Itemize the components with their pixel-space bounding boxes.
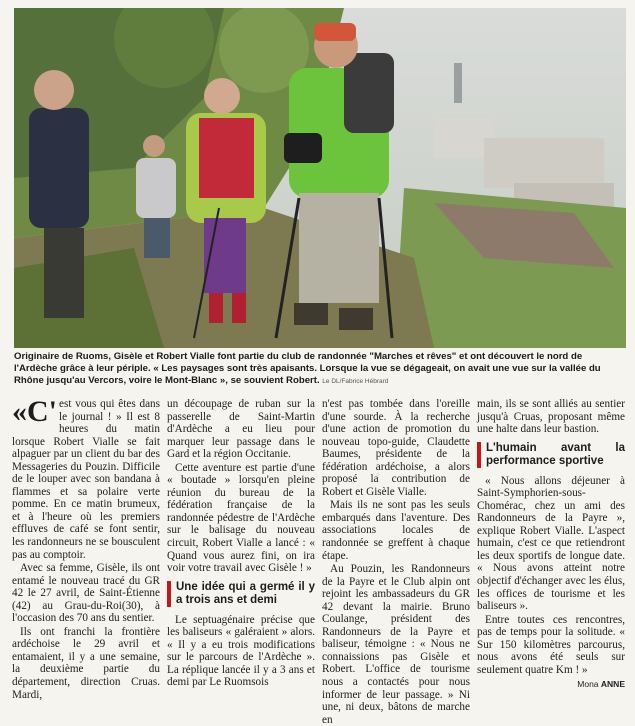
photo-caption — [14, 351, 626, 389]
author-first-name: Mona — [577, 679, 599, 690]
paragraph: Au Pouzin, les Randonneurs de la Payre et le Club alpin ont rejoint les ambassadeurs du GR 42 devant la mairie. Bruno Coulange, président des Randonneurs de la Payre et baliseur, témoigne : « Nous ne connaissions pas Gisèle et Robert. L'office de tourisme nous a contactés pour nous informer de leur passage. » Ni une, ni deux, bâtons de marche en — [322, 563, 470, 726]
article-column-3 — [322, 398, 470, 726]
paragraph: Mais ils ne sont pas les seuls embarqués dans l'aventure. Des associations locales de randonnée se greffent à chaque étape. — [322, 499, 470, 562]
subheading-idea: Une idée qui a germé il y a trois ans et demi — [167, 581, 315, 607]
caption-text: Originaire de Ruoms, Gisèle et Robert Vialle font partie du club de randonnée "Marches et rêves" et ont découvert le nord de l'Ardèche grâce à leur périple. « Les paysages sont très apaisants. Lorsque la vue se dégageait, on avait une vue sur la vallée du Rhône jusqu'au Vercors, voire le Mont-Blanc », se souvient Robert. — [14, 351, 601, 387]
photo-credit: Le DL/Fabrice Hébrard — [322, 378, 389, 386]
article-column-2 — [167, 398, 315, 716]
paragraph: Cette aventure est partie d'une « boutade » lorsqu'en pleine réunion du bureau de la fédération française de la randonnée pédestre de l'Ardèche sur le balisage du nouveau circuit, Robert Vialle a lancé : « Quand vous aurez fini, on ira voir votre travail avec Gisèle ! » — [167, 461, 315, 575]
author-byline — [477, 678, 625, 691]
subheading-human: L'humain avant la performance sportive — [477, 442, 625, 468]
dropcap: «C' — [12, 395, 57, 428]
paragraph: «C' est vous qui êtes dans le journal ! » Il est 8 heures du matin lorsque Robert Vialle se fait alpaguer par un client du bar des Messageries du Pouzin. Difficile de le louper avec son bandana à flammes et sa polaire verte pomme. En ce matin brumeux, et à l'heure où les premiers effluves de café se font sentir, les randonneurs ne se bousculent pas au comptoir. — [12, 395, 160, 561]
paragraph: Entre toutes ces rencontres, pas de temps pour la solitude. « Sur 150 kilomètres parcourus, nous avons été seuls sur seulement quatre Km ! » — [477, 613, 625, 676]
paragraph: Ils ont franchi la frontière ardéchoise le 29 avril et entamaient, il y a une semaine, la deuxième partie du département, direction Cruas. Mardi, — [12, 625, 160, 701]
hikers-illustration — [14, 8, 626, 348]
paragraph: un découpage de ruban sur la passerelle de Saint-Martin d'Ardèche a eu lieu pour marquer leur passage dans le Gard et la région Occitanie. — [167, 398, 315, 461]
article-body — [12, 395, 628, 726]
paragraph: Avec sa femme, Gisèle, ils ont entamé le nouveau tracé du GR 42 le 27 avril, de Saint-Étienne (42) au Grau-du-Roi(30), à l'occasion des 70 ans du sentier. — [12, 562, 160, 625]
paragraph: « Nous allons déjeuner à Saint-Symphorien-sous-Chomérac, chez un ami des Randonneurs de la Payre », explique Robert Vialle. L'aspect humain, c'est ce que retiendront les deux sportifs de longue date. « Nous avons atteint notre objectif d'échanger avec les élus, les offices de tourisme et les baliseurs ». — [477, 474, 625, 613]
paragraph: Le septuagénaire précise que les baliseurs « galéraient » alors. « Il y a eu trois modifications sur le parcours de l'Ardèche ». La réplique lancée il y a 3 ans et demi par Le Ruomsois — [167, 613, 315, 689]
author-last-name: ANNE — [600, 679, 625, 690]
article-column-1 — [12, 395, 160, 716]
paragraph: main, ils se sont alliés au sentier jusqu'à Cruas, proposant même une halte dans leur bastion. — [477, 398, 625, 436]
article-column-4 — [477, 398, 625, 716]
paragraph: n'est pas tombée dans l'oreille d'une sourde. À la recherche d'une action de promotion du nouveau topo-guide, Claudette Baumes, présidente de la fédération ardéchoise, a alors proposé la contribution de Robert et Gisèle Vialle. — [322, 398, 470, 498]
hikers-photo — [14, 8, 626, 348]
